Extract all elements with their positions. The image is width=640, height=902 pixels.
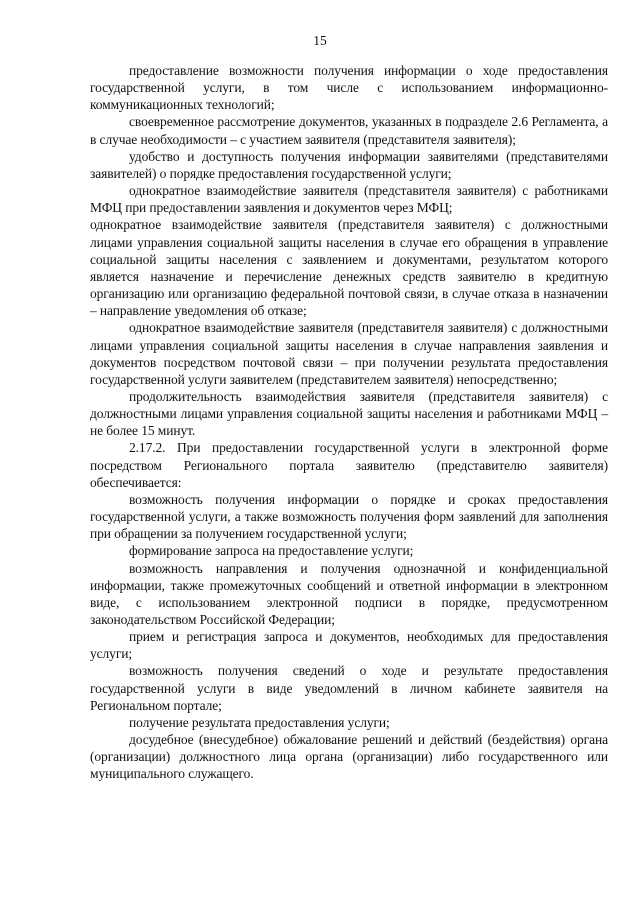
page-number: 15 [313,33,327,48]
section-paragraph: 2.17.2. При предоставлении государственной услуги в электронной форме посредством Регионального портала заявителю (представителю заявителя) обеспечивается: [90,440,608,490]
paragraph: удобство и доступность получения информации заявителями (представителями заявителей) о порядке предоставления государственной услуги; [90,148,608,181]
paragraph: возможность получения сведений о ходе и результате предоставления государственной услуги в виде уведомлений в личном кабинете заявителя на Региональном портале; [90,663,608,713]
paragraph: предоставление возможности получения информации о ходе предоставления государственной услуги, в том числе с использованием информационно-коммуникационных технологий; [90,63,608,113]
paragraph: возможность получения информации о порядке и сроках предоставления государственной услуги, а также возможность получения форм заявлений для заполнения при обращении за получением государственной услуги; [90,491,608,542]
paragraph: однократное взаимодействие заявителя (представителя заявителя) с должностными лицами управления социальной защиты населения в случае направления заявления и документов посредством почтовой связи – при получении результата предоставления государственной услуги заявителем (представителем заявителя) непосредственно; [90,320,608,387]
paragraph: получение результата предоставления услуги; [129,714,390,730]
paragraph: возможность направления и получения однозначной и конфиденциальной информации, также промежуточных сообщений и ответной информации в электронном виде, с использованием электронной подписи в порядке, предусмотренном законодательством Российской Федерации; [90,560,608,627]
paragraph: своевременное рассмотрение документов, указанных в подразделе 2.6 Регламента, а в случае необходимости – с участием заявителя (представителя заявителя); [90,114,608,147]
document-body [90,62,608,783]
paragraph: формирование запроса на предоставление услуги; [129,543,414,559]
paragraph: однократное взаимодействие заявителя (представителя заявителя) с работниками МФЦ при предоставлении заявления и документов через МФЦ; [90,183,608,216]
paragraph: прием и регистрация запроса и документов, необходимых для предоставления услуги; [90,629,608,662]
paragraph: однократное взаимодействие заявителя (представителя заявителя) с должностными лицами управления социальной защиты населения в случае его обращения в управление социальной защиты населения с заявлением и документами, результатом которого является назначение и перечисление денежных средств заявителю в кредитную организацию или организацию федеральной почтовой связи, в случае отказа в назначении – направление уведомления об отказе; [90,217,608,319]
paragraph: досудебное (внесудебное) обжалование решений и действий (бездействия) органа (организации) должностного лица органа (организации) либо государственного или муниципального служащего. [90,732,608,782]
paragraph: продолжительность взаимодействия заявителя (представителя заявителя) с должностными лицами управления социальной защиты населения и работниками МФЦ – не более 15 минут. [90,388,608,439]
